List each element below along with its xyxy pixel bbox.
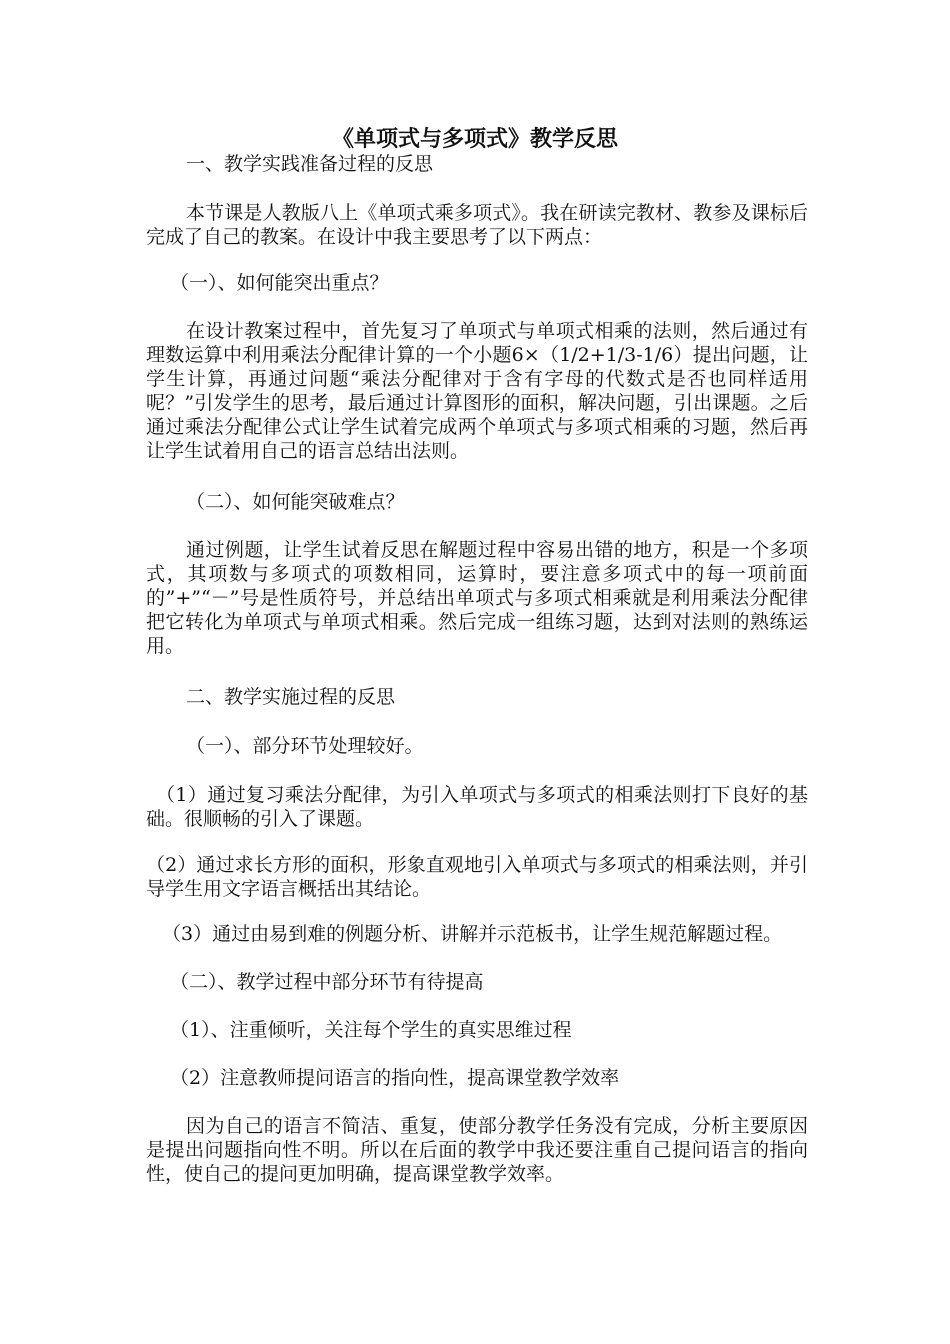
section-heading-1: 一、教学实践准备过程的反思 (186, 153, 434, 175)
subheading-1-2: （二）、如何能突破难点？ (186, 491, 405, 513)
document-title: 《单项式与多项式》教学反思 (331, 126, 618, 152)
paragraph-conclusion: 因为自己的语言不简洁、重复，使部分教学任务没有完成，分析主要原因是提出问题指向性不明。所以在后面的教学中我还要注重自己提问语言的指向性，使自己的提问更加明确，提高课堂教学效率。 (146, 1115, 808, 1185)
list-item-5: （2）注意教师提问语言的指向性，提高课堂教学效率 (170, 1067, 620, 1089)
paragraph-intro: 本节课是人教版八上《单项式乘多项式》。我在研读完教材、教参及课标后完成了自己的教案。在设计中我主要思考了以下两点： (146, 202, 808, 248)
list-item-4: （1）、注重倾听，关注每个学生的真实思维过程 (170, 1019, 572, 1041)
paragraph-key-point: 在设计教案过程中，首先复习了单项式与单项式相乘的法则，然后通过有理数运算中利用乘法分配律计算的一个小题6×（1/2+1/3-1/6）提出问题，让学生计算，再通过问题“乘法分配律对于含有字母的代数式是否也同样适用呢？”引发学生的思考，最后通过计算图形的面积，解决问题，引出课题。之后通过乘法分配律公式让学生试着完成两个单项式与多项式相乘的习题，然后再让学生试着用自己的语言总结出法则。 (146, 320, 808, 462)
list-item-1: （1）通过复习乘法分配律，为引入单项式与多项式的相乘法则打下良好的基础。很顺畅的引入了课题。 (146, 784, 808, 830)
paragraph-difficulty: 通过例题，让学生试着反思在解题过程中容易出错的地方，积是一个多项式，其项数与多项式的项数相同，运算时，要注意多项式中的每一项前面的”+”“－”号是性质符号，并总结出单项式与多项式相乘就是利用乘法分配律把它转化为单项式与单项式相乘。然后完成一组练习题，达到对法则的熟练运用。 (146, 539, 808, 657)
subheading-2-2: （二）、教学过程中部分环节有待提高 (170, 971, 484, 993)
section-heading-2: 二、教学实施过程的反思 (186, 686, 396, 708)
list-item-3: （3）通过由易到难的例题分析、讲解并示范板书，让学生规范解题过程。 (162, 923, 783, 945)
subheading-2-1: （一）、部分环节处理较好。 (186, 735, 424, 757)
subheading-1-1: （一）、如何能突出重点？ (170, 272, 389, 294)
list-item-2: （2）通过求长方形的面积，形象直观地引入单项式与多项式的相乘法则，并引导学生用文字语言概括出其结论。 (146, 854, 808, 900)
